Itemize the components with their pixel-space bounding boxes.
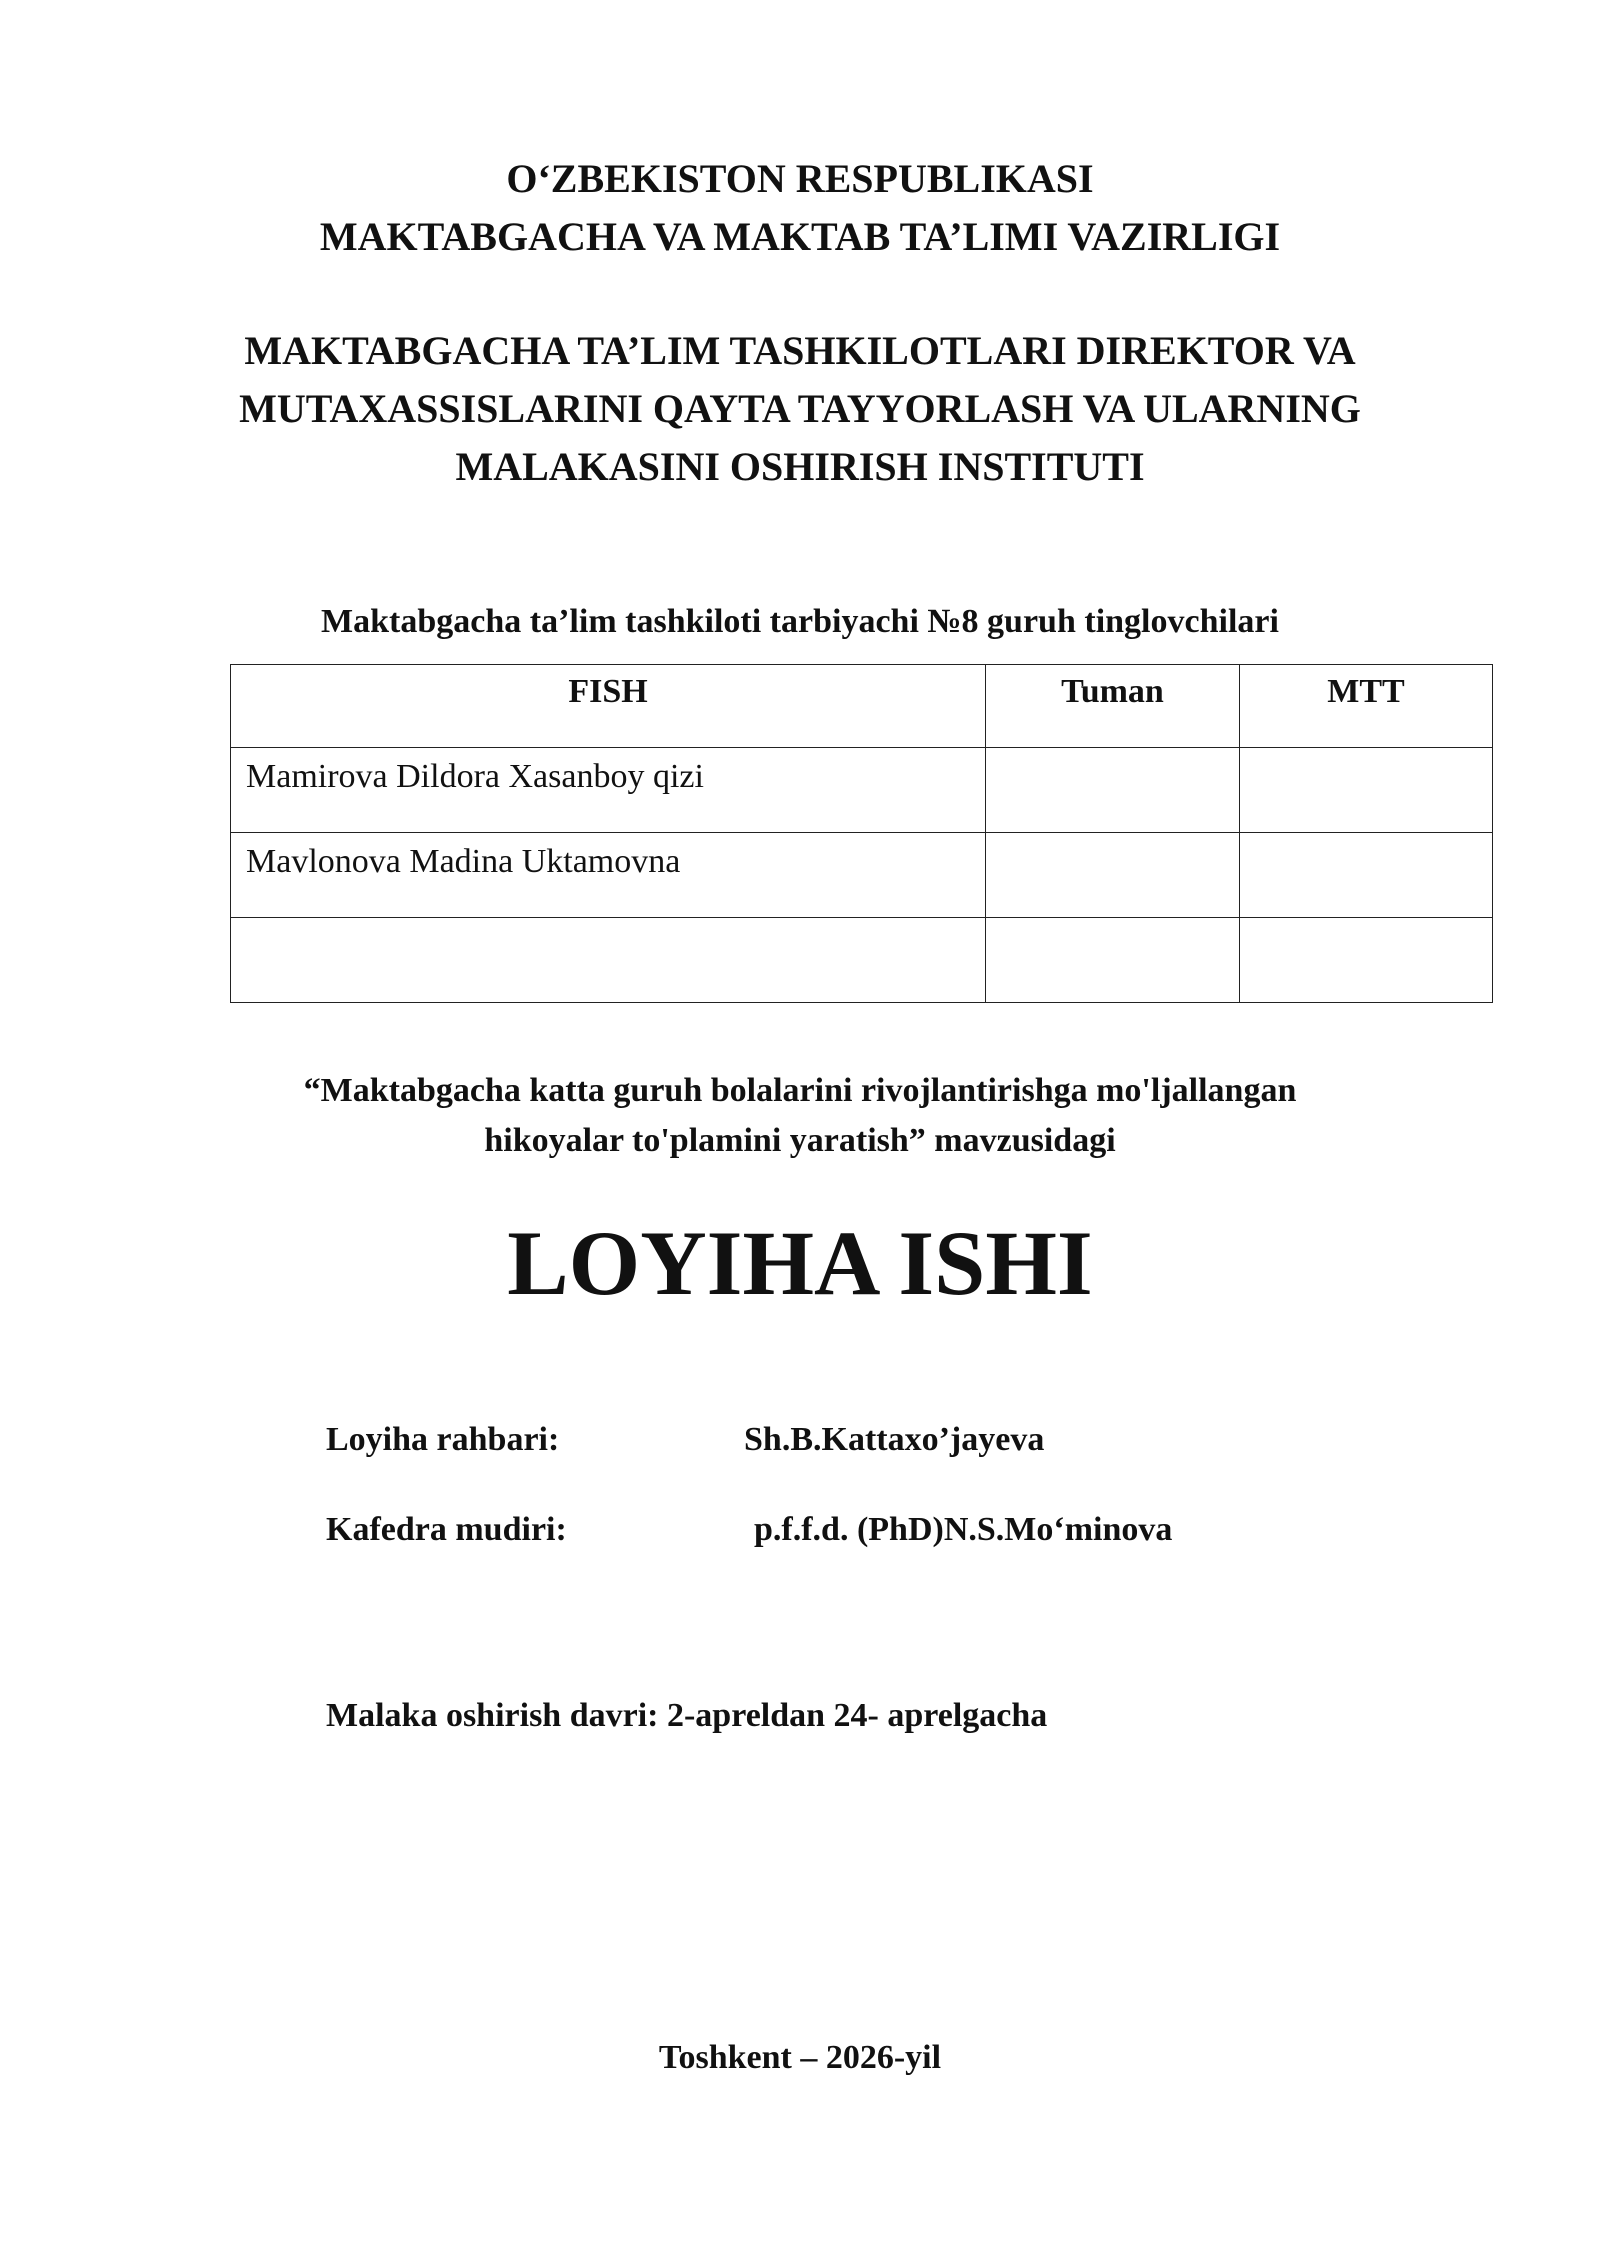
table-cell-mtt <box>1240 748 1493 833</box>
department-head-name: p.f.f.d. (PhD)N.S.Mo‘minova <box>754 1511 1173 1548</box>
topic-line-2: hikoyalar to'plamini yaratish” mavzusidagi <box>484 1122 1116 1159</box>
city-year-footer: Toshkent – 2026-yil <box>658 2039 942 2076</box>
table-cell-mtt <box>1240 918 1493 1003</box>
project-leader-name: Sh.B.Kattaxo’jayeva <box>744 1421 1045 1458</box>
ministry-line-2: MAKTABGACHA VA MAKTAB TA’LIMI VAZIRLIGI <box>319 214 1281 259</box>
department-head-label: Kafedra mudiri: <box>326 1511 567 1548</box>
column-header-fish: FISH <box>231 665 986 748</box>
institute-line-2: MUTAXASSISLARINI QAYTA TAYYORLASH VA ULARNING <box>239 386 1361 431</box>
project-topic <box>0 1066 1600 1166</box>
column-header-tuman: Tuman <box>986 665 1240 748</box>
table-cell-fish: Mamirova Dildora Xasanboy qizi <box>231 748 986 833</box>
topic-line-1: “Maktabgacha katta guruh bolalarini rivojlantirishga mo'ljallangan <box>303 1072 1297 1109</box>
institute-line-1: MAKTABGACHA TA’LIM TASHKILOTLARI DIREKTOR VA <box>244 328 1356 373</box>
institute-line-3: MALAKASINI OSHIRISH INSTITUTI <box>455 444 1145 489</box>
table-header-row <box>231 665 1493 748</box>
training-period: Malaka oshirish davri: 2-apreldan 24- aprelgacha <box>326 1697 1048 1734</box>
document-title: LOYIHA ISHI <box>507 1212 1093 1314</box>
table-cell-tuman <box>986 918 1240 1003</box>
table-cell-fish <box>231 918 986 1003</box>
project-leader-label: Loyiha rahbari: <box>326 1421 560 1458</box>
column-header-mtt: MTT <box>1240 665 1493 748</box>
ministry-line-1: O‘ZBEKISTON RESPUBLIKASI <box>506 156 1094 201</box>
participants-table <box>230 664 1493 1003</box>
institute-heading <box>30 322 1570 496</box>
table-cell-tuman <box>986 833 1240 918</box>
table-cell-fish: Mavlonova Madina Uktamovna <box>231 833 986 918</box>
table-cell-tuman <box>986 748 1240 833</box>
table-row <box>231 918 1493 1003</box>
group-caption: Maktabgacha ta’lim tashkiloti tarbiyachi №8 guruh tinglovchilari <box>321 603 1279 640</box>
table-cell-mtt <box>1240 833 1493 918</box>
table-row <box>231 833 1493 918</box>
table-row <box>231 748 1493 833</box>
ministry-heading <box>0 150 1600 266</box>
